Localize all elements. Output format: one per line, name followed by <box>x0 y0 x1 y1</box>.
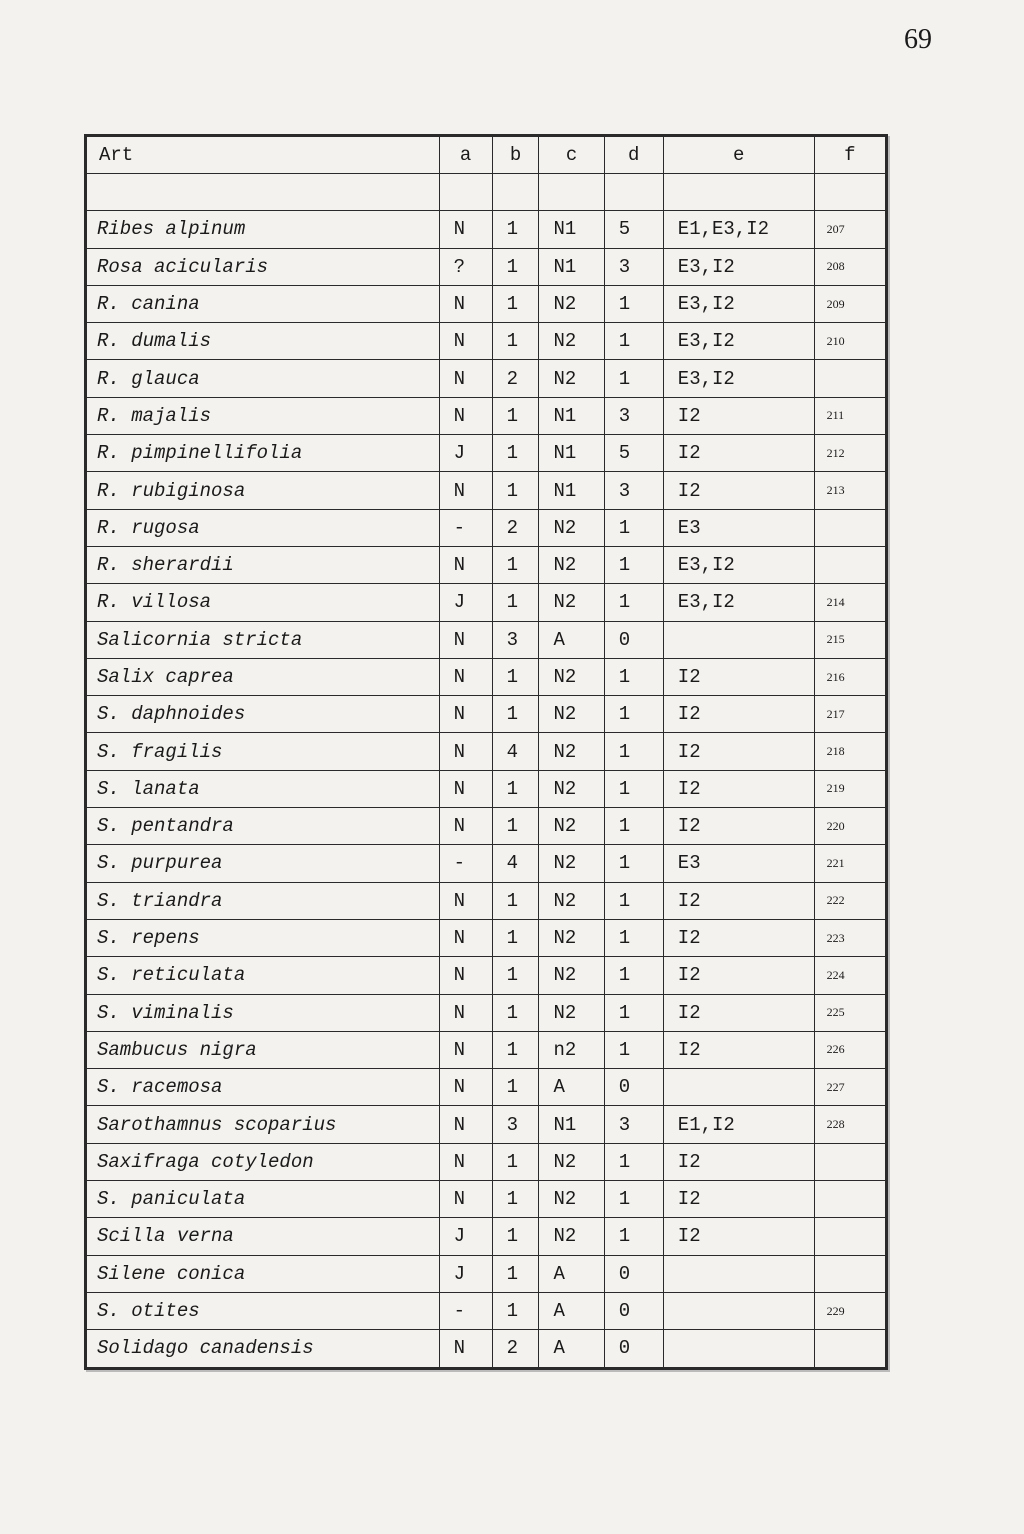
cell-f: 222 <box>814 882 885 919</box>
cell-c: N1 <box>539 435 604 472</box>
cell-e: I2 <box>663 696 814 733</box>
cell-a: N <box>439 1069 492 1106</box>
cell-c: N2 <box>539 1218 604 1255</box>
table-row <box>87 1069 886 1106</box>
cell-e: I2 <box>663 882 814 919</box>
cell-c: A <box>539 1330 604 1367</box>
cell-d: 1 <box>604 1181 663 1218</box>
cell-a: N <box>439 360 492 397</box>
page-number: 69 <box>904 24 932 55</box>
cell-d: 5 <box>604 435 663 472</box>
table-row <box>87 696 886 733</box>
cell-e <box>663 621 814 658</box>
cell-d: 1 <box>604 994 663 1031</box>
cell-e: E3,I2 <box>663 323 814 360</box>
header-e: e <box>663 137 814 174</box>
cell-art: Sarothamnus scoparius <box>87 1106 440 1143</box>
spacer-cell <box>663 174 814 211</box>
cell-art: Salicornia stricta <box>87 621 440 658</box>
cell-c: n2 <box>539 1031 604 1068</box>
table-row <box>87 621 886 658</box>
cell-b: 1 <box>492 957 539 994</box>
cell-b: 1 <box>492 1292 539 1329</box>
cell-art: Solidago canadensis <box>87 1330 440 1367</box>
cell-a: N <box>439 957 492 994</box>
cell-c: N2 <box>539 770 604 807</box>
cell-a: - <box>439 845 492 882</box>
cell-art: S. pentandra <box>87 808 440 845</box>
cell-b: 1 <box>492 696 539 733</box>
cell-e <box>663 1069 814 1106</box>
cell-d: 1 <box>604 957 663 994</box>
cell-a: N <box>439 323 492 360</box>
table-row <box>87 211 886 248</box>
cell-d: 1 <box>604 509 663 546</box>
table-row <box>87 1031 886 1068</box>
cell-f: 223 <box>814 919 885 956</box>
spacer-row <box>87 174 886 211</box>
cell-f: 208 <box>814 248 885 285</box>
cell-e: I2 <box>663 397 814 434</box>
cell-b: 1 <box>492 472 539 509</box>
cell-f: 225 <box>814 994 885 1031</box>
cell-a: N <box>439 919 492 956</box>
cell-d: 1 <box>604 770 663 807</box>
cell-art: Scilla verna <box>87 1218 440 1255</box>
table-row <box>87 1181 886 1218</box>
cell-f: 218 <box>814 733 885 770</box>
table-row <box>87 472 886 509</box>
table-row <box>87 658 886 695</box>
cell-c: N2 <box>539 1143 604 1180</box>
header-c: c <box>539 137 604 174</box>
cell-art: R. dumalis <box>87 323 440 360</box>
cell-b: 2 <box>492 360 539 397</box>
cell-art: S. daphnoides <box>87 696 440 733</box>
cell-d: 3 <box>604 397 663 434</box>
cell-e: E3 <box>663 845 814 882</box>
cell-b: 1 <box>492 248 539 285</box>
header-a: a <box>439 137 492 174</box>
cell-a: - <box>439 1292 492 1329</box>
cell-e: I2 <box>663 435 814 472</box>
cell-a: N <box>439 546 492 583</box>
cell-e <box>663 1330 814 1367</box>
table-row <box>87 882 886 919</box>
cell-c: N2 <box>539 957 604 994</box>
cell-d: 1 <box>604 546 663 583</box>
cell-c: N2 <box>539 658 604 695</box>
cell-a: N <box>439 994 492 1031</box>
cell-d: 1 <box>604 919 663 956</box>
cell-b: 1 <box>492 1255 539 1292</box>
cell-e: E1,E3,I2 <box>663 211 814 248</box>
spacer-cell <box>814 174 885 211</box>
cell-art: R. villosa <box>87 584 440 621</box>
cell-d: 3 <box>604 248 663 285</box>
header-b: b <box>492 137 539 174</box>
cell-a: N <box>439 621 492 658</box>
cell-art: Ribes alpinum <box>87 211 440 248</box>
cell-e: E1,I2 <box>663 1106 814 1143</box>
cell-b: 1 <box>492 546 539 583</box>
cell-b: 1 <box>492 1069 539 1106</box>
cell-d: 3 <box>604 472 663 509</box>
cell-b: 3 <box>492 621 539 658</box>
cell-c: N2 <box>539 509 604 546</box>
cell-b: 1 <box>492 1181 539 1218</box>
cell-f <box>814 1181 885 1218</box>
cell-e: I2 <box>663 733 814 770</box>
cell-c: A <box>539 1255 604 1292</box>
cell-art: Silene conica <box>87 1255 440 1292</box>
cell-art: Saxifraga cotyledon <box>87 1143 440 1180</box>
table-row <box>87 285 886 322</box>
cell-d: 0 <box>604 1292 663 1329</box>
cell-c: N2 <box>539 1181 604 1218</box>
cell-f <box>814 1330 885 1367</box>
cell-c: N1 <box>539 397 604 434</box>
cell-d: 1 <box>604 360 663 397</box>
cell-c: A <box>539 1069 604 1106</box>
table-body <box>87 174 886 1367</box>
cell-art: S. viminalis <box>87 994 440 1031</box>
cell-f: 224 <box>814 957 885 994</box>
cell-d: 1 <box>604 733 663 770</box>
cell-art: S. repens <box>87 919 440 956</box>
cell-f: 215 <box>814 621 885 658</box>
cell-f <box>814 509 885 546</box>
cell-c: N2 <box>539 323 604 360</box>
cell-c: N1 <box>539 248 604 285</box>
cell-e <box>663 1255 814 1292</box>
cell-a: N <box>439 397 492 434</box>
table-row <box>87 845 886 882</box>
cell-e: I2 <box>663 1218 814 1255</box>
cell-art: R. rugosa <box>87 509 440 546</box>
cell-e: E3,I2 <box>663 285 814 322</box>
cell-f: 213 <box>814 472 885 509</box>
cell-e: I2 <box>663 472 814 509</box>
cell-f <box>814 1218 885 1255</box>
cell-f: 228 <box>814 1106 885 1143</box>
cell-e: E3,I2 <box>663 546 814 583</box>
cell-a: N <box>439 882 492 919</box>
cell-f: 217 <box>814 696 885 733</box>
table-row <box>87 1143 886 1180</box>
table-row <box>87 1106 886 1143</box>
table-row <box>87 1330 886 1367</box>
cell-b: 2 <box>492 509 539 546</box>
table-row <box>87 323 886 360</box>
cell-art: S. otites <box>87 1292 440 1329</box>
cell-a: N <box>439 472 492 509</box>
cell-e: I2 <box>663 808 814 845</box>
cell-e: I2 <box>663 919 814 956</box>
cell-a: N <box>439 1181 492 1218</box>
cell-b: 2 <box>492 1330 539 1367</box>
cell-art: S. paniculata <box>87 1181 440 1218</box>
cell-d: 0 <box>604 1255 663 1292</box>
cell-d: 1 <box>604 323 663 360</box>
cell-f: 214 <box>814 584 885 621</box>
cell-d: 5 <box>604 211 663 248</box>
cell-b: 1 <box>492 994 539 1031</box>
cell-b: 1 <box>492 1143 539 1180</box>
table-row <box>87 397 886 434</box>
table-row <box>87 919 886 956</box>
species-table <box>86 136 886 1368</box>
header-art: Art <box>87 137 440 174</box>
cell-e: E3 <box>663 509 814 546</box>
cell-a: ? <box>439 248 492 285</box>
header-row <box>87 137 886 174</box>
cell-d: 1 <box>604 696 663 733</box>
spacer-cell <box>87 174 440 211</box>
cell-c: A <box>539 621 604 658</box>
cell-e: I2 <box>663 1143 814 1180</box>
table-row <box>87 957 886 994</box>
cell-a: N <box>439 808 492 845</box>
cell-c: N2 <box>539 808 604 845</box>
cell-d: 1 <box>604 845 663 882</box>
cell-a: J <box>439 1255 492 1292</box>
cell-art: Rosa acicularis <box>87 248 440 285</box>
cell-a: - <box>439 509 492 546</box>
cell-b: 1 <box>492 397 539 434</box>
cell-e: I2 <box>663 1031 814 1068</box>
spacer-cell <box>439 174 492 211</box>
cell-d: 1 <box>604 658 663 695</box>
cell-d: 0 <box>604 1330 663 1367</box>
cell-d: 1 <box>604 808 663 845</box>
cell-f <box>814 1255 885 1292</box>
cell-a: N <box>439 770 492 807</box>
table-row <box>87 1218 886 1255</box>
cell-a: N <box>439 211 492 248</box>
cell-f: 221 <box>814 845 885 882</box>
cell-a: N <box>439 1031 492 1068</box>
cell-a: N <box>439 285 492 322</box>
table-row <box>87 1255 886 1292</box>
cell-b: 1 <box>492 584 539 621</box>
cell-c: N2 <box>539 360 604 397</box>
cell-a: N <box>439 1143 492 1180</box>
cell-c: N2 <box>539 994 604 1031</box>
cell-b: 1 <box>492 882 539 919</box>
table-row <box>87 770 886 807</box>
cell-art: Salix caprea <box>87 658 440 695</box>
cell-f: 207 <box>814 211 885 248</box>
cell-c: N2 <box>539 285 604 322</box>
table-row <box>87 584 886 621</box>
cell-art: S. reticulata <box>87 957 440 994</box>
cell-b: 1 <box>492 919 539 956</box>
cell-a: N <box>439 696 492 733</box>
cell-b: 1 <box>492 285 539 322</box>
cell-f: 212 <box>814 435 885 472</box>
cell-b: 1 <box>492 770 539 807</box>
table-row <box>87 360 886 397</box>
spacer-cell <box>604 174 663 211</box>
cell-f <box>814 546 885 583</box>
cell-d: 1 <box>604 285 663 322</box>
cell-f: 220 <box>814 808 885 845</box>
table-row <box>87 509 886 546</box>
cell-art: R. canina <box>87 285 440 322</box>
cell-e <box>663 1292 814 1329</box>
table-row <box>87 733 886 770</box>
cell-f: 227 <box>814 1069 885 1106</box>
cell-f: 229 <box>814 1292 885 1329</box>
header-f: f <box>814 137 885 174</box>
cell-e: I2 <box>663 1181 814 1218</box>
cell-art: R. majalis <box>87 397 440 434</box>
cell-art: Sambucus nigra <box>87 1031 440 1068</box>
cell-e: I2 <box>663 658 814 695</box>
cell-f <box>814 360 885 397</box>
cell-d: 1 <box>604 1031 663 1068</box>
cell-f: 219 <box>814 770 885 807</box>
cell-f <box>814 1143 885 1180</box>
cell-a: N <box>439 1106 492 1143</box>
cell-d: 1 <box>604 882 663 919</box>
cell-art: R. sherardii <box>87 546 440 583</box>
cell-f: 226 <box>814 1031 885 1068</box>
cell-d: 0 <box>604 1069 663 1106</box>
cell-e: I2 <box>663 994 814 1031</box>
cell-b: 1 <box>492 435 539 472</box>
table-row <box>87 248 886 285</box>
cell-b: 1 <box>492 1031 539 1068</box>
spacer-cell <box>539 174 604 211</box>
cell-b: 1 <box>492 211 539 248</box>
cell-c: N2 <box>539 882 604 919</box>
cell-e: I2 <box>663 770 814 807</box>
cell-c: N2 <box>539 733 604 770</box>
species-table-container <box>84 134 888 1370</box>
cell-b: 1 <box>492 323 539 360</box>
cell-f: 210 <box>814 323 885 360</box>
cell-b: 4 <box>492 733 539 770</box>
cell-a: N <box>439 658 492 695</box>
cell-a: J <box>439 435 492 472</box>
cell-art: S. lanata <box>87 770 440 807</box>
table-row <box>87 808 886 845</box>
cell-art: R. pimpinellifolia <box>87 435 440 472</box>
cell-d: 0 <box>604 621 663 658</box>
cell-e: E3,I2 <box>663 248 814 285</box>
cell-a: N <box>439 1330 492 1367</box>
table-row <box>87 435 886 472</box>
cell-d: 1 <box>604 1143 663 1180</box>
cell-c: N2 <box>539 584 604 621</box>
header-d: d <box>604 137 663 174</box>
cell-d: 3 <box>604 1106 663 1143</box>
table-row <box>87 546 886 583</box>
spacer-cell <box>492 174 539 211</box>
cell-art: R. rubiginosa <box>87 472 440 509</box>
cell-e: E3,I2 <box>663 584 814 621</box>
cell-e: E3,I2 <box>663 360 814 397</box>
cell-c: N2 <box>539 919 604 956</box>
cell-art: S. purpurea <box>87 845 440 882</box>
cell-c: N1 <box>539 1106 604 1143</box>
cell-a: N <box>439 733 492 770</box>
cell-art: S. racemosa <box>87 1069 440 1106</box>
cell-c: N2 <box>539 696 604 733</box>
cell-f: 216 <box>814 658 885 695</box>
cell-e: I2 <box>663 957 814 994</box>
cell-b: 1 <box>492 658 539 695</box>
cell-d: 1 <box>604 584 663 621</box>
cell-b: 4 <box>492 845 539 882</box>
table-row <box>87 1292 886 1329</box>
cell-f: 209 <box>814 285 885 322</box>
cell-art: S. triandra <box>87 882 440 919</box>
cell-a: J <box>439 1218 492 1255</box>
cell-c: N1 <box>539 211 604 248</box>
cell-art: R. glauca <box>87 360 440 397</box>
cell-c: N1 <box>539 472 604 509</box>
cell-d: 1 <box>604 1218 663 1255</box>
cell-f: 211 <box>814 397 885 434</box>
table-row <box>87 994 886 1031</box>
cell-art: S. fragilis <box>87 733 440 770</box>
cell-c: N2 <box>539 845 604 882</box>
cell-b: 1 <box>492 1218 539 1255</box>
cell-b: 1 <box>492 808 539 845</box>
cell-a: J <box>439 584 492 621</box>
cell-c: N2 <box>539 546 604 583</box>
cell-b: 3 <box>492 1106 539 1143</box>
cell-c: A <box>539 1292 604 1329</box>
